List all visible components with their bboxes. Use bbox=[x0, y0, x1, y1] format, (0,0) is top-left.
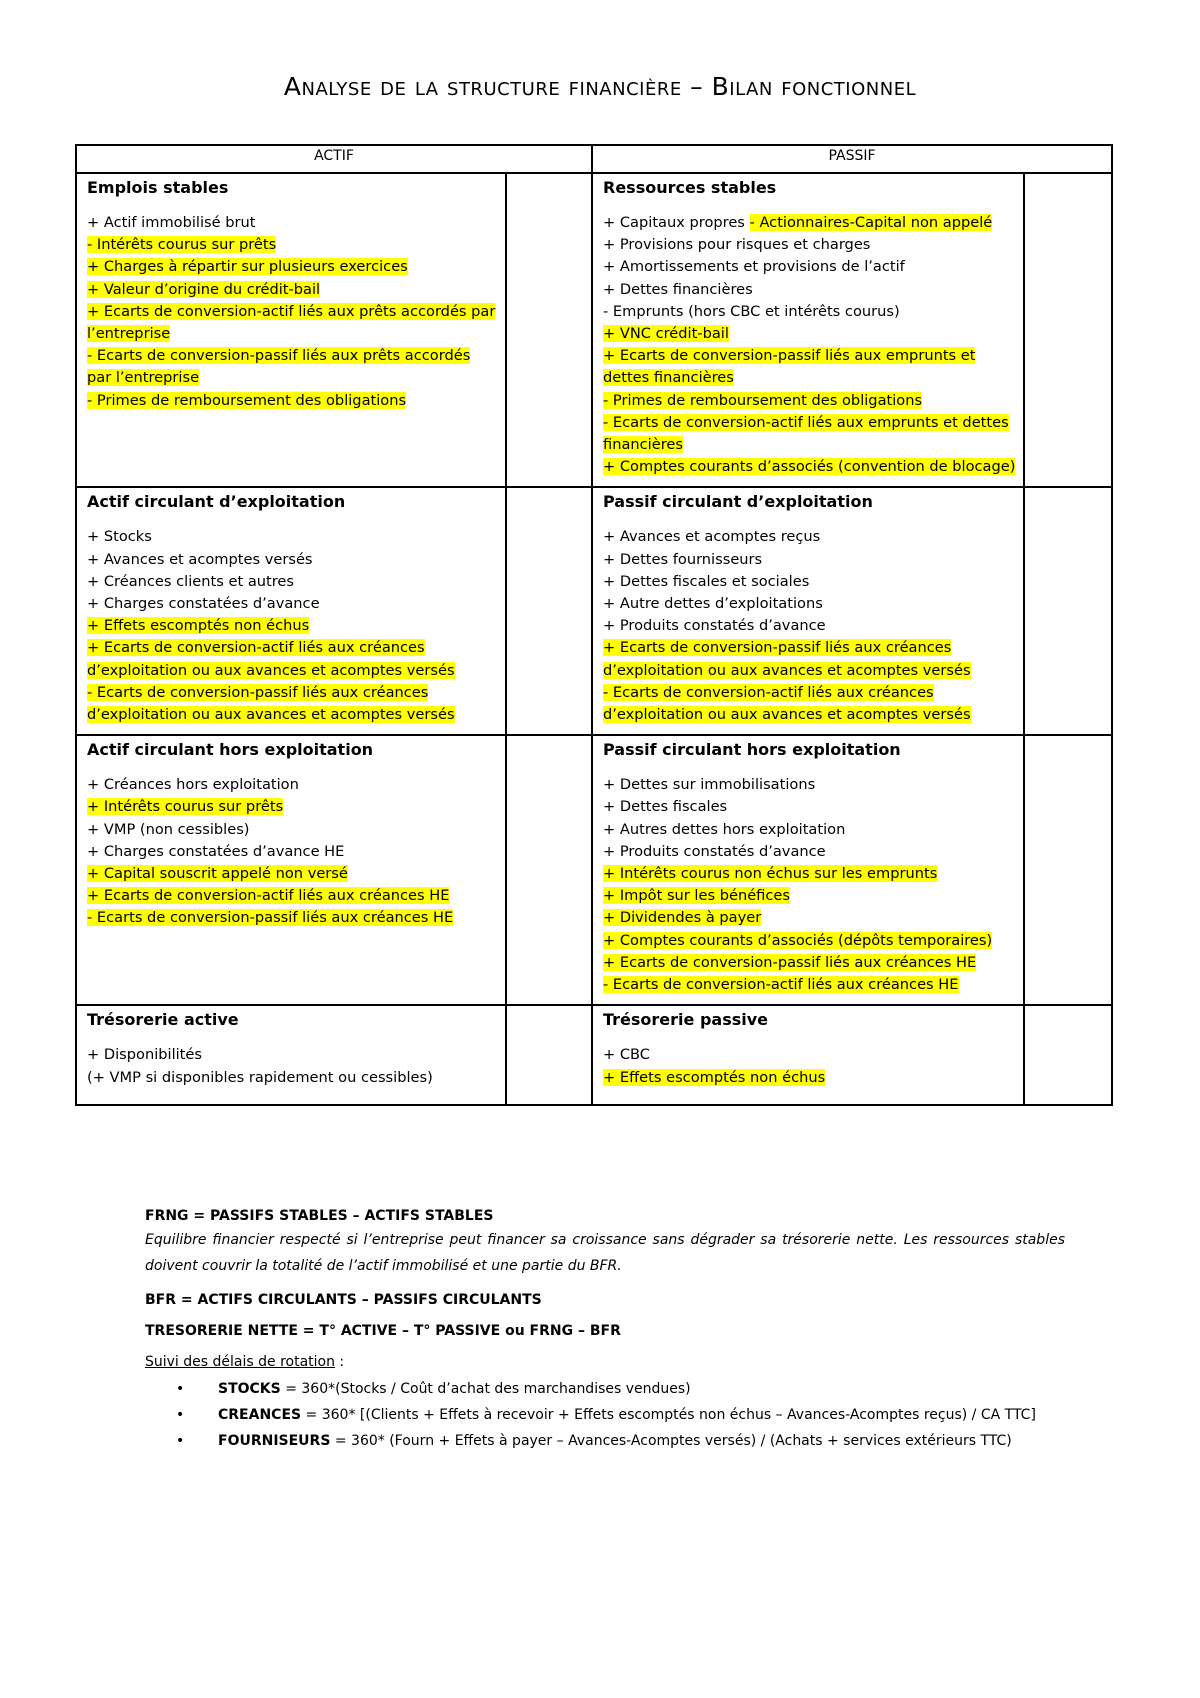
actif-line bbox=[87, 863, 495, 885]
actif-cell bbox=[76, 735, 506, 1005]
actif-line-text: + Intérêts courus sur prêts bbox=[87, 798, 284, 816]
rotation-item bbox=[218, 1376, 1065, 1402]
passif-line-text: + Avances et acomptes reçus bbox=[603, 528, 821, 546]
passif-line-text: + Comptes courants d’associés (dépôts temporaires) bbox=[603, 931, 993, 949]
passif-line bbox=[603, 682, 1013, 704]
actif-line bbox=[87, 345, 495, 367]
passif-line bbox=[603, 301, 1013, 323]
actif-line-text: d’exploitation ou aux avances et acomptes versés bbox=[87, 706, 455, 724]
actif-line-text: - Intérêts courus sur prêts bbox=[87, 236, 277, 254]
rotation-formula: = 360* (Fourn + Effets à payer – Avances-Acomptes versés) / (Achats + services extérieurs TTC) bbox=[330, 1433, 1012, 1449]
passif-line bbox=[603, 819, 1013, 841]
passif-line bbox=[603, 1067, 1013, 1089]
actif-line-text: + Ecarts de conversion-actif liés aux créances bbox=[87, 639, 425, 657]
passif-amount-cell bbox=[1024, 735, 1112, 1005]
rotation-item bbox=[218, 1428, 1065, 1454]
passif-line bbox=[603, 279, 1013, 301]
passif-line-text: + Dettes fournisseurs bbox=[603, 550, 763, 568]
passif-line-text: + Produits constatés d’avance bbox=[603, 617, 826, 635]
rotation-key: FOURNISEURS bbox=[218, 1433, 331, 1449]
passif-line-text: d’exploitation ou aux avances et acomptes versés bbox=[603, 706, 971, 724]
passif-line-text: + Comptes courants d’associés (convention de blocage) bbox=[603, 458, 1016, 476]
passif-line bbox=[603, 345, 1013, 367]
actif-line bbox=[87, 234, 495, 256]
passif-line-text: + Amortissements et provisions de l’actif bbox=[603, 258, 905, 276]
actif-line bbox=[87, 279, 495, 301]
passif-cell bbox=[592, 735, 1024, 1005]
frng-explanation: Equilibre financier respecté si l’entreprise peut financer sa croissance sans dégrader sa trésorerie nette. Les ressources stables doivent couvrir la totalité de l’actif immobilisé et une partie du BFR. bbox=[145, 1232, 1065, 1274]
bilan-row bbox=[76, 1005, 1112, 1105]
actif-line-text: + Valeur d’origine du crédit-bail bbox=[87, 280, 321, 298]
actif-line-text: + Charges constatées d’avance bbox=[87, 595, 320, 613]
actif-header: ACTIF bbox=[76, 145, 592, 173]
passif-line bbox=[603, 234, 1013, 256]
passif-cell bbox=[592, 1005, 1024, 1105]
passif-line-text: - Emprunts (hors CBC et intérêts courus) bbox=[603, 302, 900, 320]
bilan-row bbox=[76, 735, 1112, 1005]
actif-section-title: Trésorerie active bbox=[87, 1010, 239, 1030]
actif-line-text: + Actif immobilisé brut bbox=[87, 214, 256, 231]
page-title: Analyse de la structure financière – Bilan fonctionnel bbox=[283, 72, 917, 101]
passif-line-text: + Autre dettes d’exploitations bbox=[603, 595, 823, 613]
passif-line bbox=[603, 952, 1013, 974]
rotation-formula: = 360* [(Clients + Effets à recevoir + Effets escomptés non échus – Avances-Acomptes reçus) / CA TTC] bbox=[301, 1407, 1036, 1423]
passif-line-text: + Ecarts de conversion-passif liés aux créances HE bbox=[603, 953, 977, 971]
passif-line-text: + CBC bbox=[603, 1046, 651, 1064]
rotation-item bbox=[218, 1402, 1065, 1428]
passif-line bbox=[603, 412, 1013, 434]
actif-section-title: Actif circulant d’exploitation bbox=[87, 492, 346, 512]
actif-section-title: Actif circulant hors exploitation bbox=[87, 740, 374, 760]
passif-line bbox=[603, 863, 1013, 885]
passif-line-text: + Effets escomptés non échus bbox=[603, 1068, 826, 1086]
actif-line bbox=[87, 682, 495, 704]
actif-line-text: l’entreprise bbox=[87, 325, 171, 343]
passif-amount-cell bbox=[1024, 487, 1112, 735]
passif-line-text: + Impôt sur les bénéfices bbox=[603, 887, 790, 905]
passif-line bbox=[603, 637, 1013, 659]
notes-section bbox=[145, 1208, 1065, 1454]
actif-line bbox=[87, 367, 495, 389]
actif-line-text: - Ecarts de conversion-passif liés aux prêts accordés bbox=[87, 347, 471, 365]
rotation-formula: = 360*(Stocks / Coût d’achat des marchandises vendues) bbox=[280, 1381, 691, 1397]
passif-line-text: + Autres dettes hors exploitation bbox=[603, 820, 846, 838]
actif-cell bbox=[76, 1005, 506, 1105]
suivi-label: Suivi des délais de rotation bbox=[145, 1354, 335, 1370]
actif-line bbox=[87, 637, 495, 659]
actif-amount-cell bbox=[506, 487, 592, 735]
passif-line bbox=[603, 456, 1016, 478]
frng-formula: FRNG = PASSIFS STABLES – ACTIFS STABLES bbox=[145, 1208, 494, 1224]
tresorerie-nette-formula: TRESORERIE NETTE = T° ACTIVE – T° PASSIVE ou FRNG – BFR bbox=[145, 1323, 621, 1339]
passif-line-text: + Dettes sur immobilisations bbox=[603, 776, 816, 794]
passif-line-text: + VNC crédit-bail bbox=[603, 325, 729, 343]
passif-line-text: d’exploitation ou aux avances et acomptes versés bbox=[603, 661, 971, 679]
passif-line bbox=[603, 212, 1013, 234]
passif-line bbox=[603, 841, 1013, 863]
passif-section-title: Trésorerie passive bbox=[603, 1010, 769, 1030]
passif-line-text: + Intérêts courus non échus sur les emprunts bbox=[603, 865, 938, 883]
actif-line bbox=[87, 256, 495, 278]
actif-line-text: + Charges à répartir sur plusieurs exercices bbox=[87, 258, 408, 276]
actif-line bbox=[87, 660, 495, 682]
actif-cell bbox=[76, 487, 506, 735]
passif-line-text: + Dettes fiscales et sociales bbox=[603, 572, 810, 590]
actif-line bbox=[87, 841, 495, 863]
passif-line bbox=[603, 390, 1013, 412]
bilan-row bbox=[76, 173, 1112, 487]
passif-line-text: + Dividendes à payer bbox=[603, 909, 762, 927]
passif-line bbox=[603, 660, 1013, 682]
passif-amount-cell bbox=[1024, 1005, 1112, 1105]
actif-line bbox=[87, 774, 495, 796]
passif-line bbox=[603, 256, 1013, 278]
actif-line bbox=[87, 323, 495, 345]
passif-line-text: - Ecarts de conversion-actif liés aux créances bbox=[603, 683, 934, 701]
passif-section-title: Ressources stables bbox=[603, 178, 777, 197]
actif-line-text: - Ecarts de conversion-passif liés aux créances bbox=[87, 683, 429, 701]
passif-line bbox=[603, 796, 1013, 818]
passif-line bbox=[603, 615, 1013, 637]
bilan-row bbox=[76, 487, 1112, 735]
rotation-key: STOCKS bbox=[218, 1381, 281, 1397]
passif-line-text: - Primes de remboursement des obligations bbox=[603, 391, 923, 409]
passif-line-text: financières bbox=[603, 436, 683, 454]
actif-line bbox=[87, 796, 495, 818]
passif-line bbox=[603, 885, 1013, 907]
passif-line-text: + Produits constatés d’avance bbox=[603, 842, 826, 860]
actif-line bbox=[87, 1044, 495, 1066]
rotation-key: CREANCES bbox=[218, 1407, 302, 1423]
passif-line-text: + Dettes fiscales bbox=[603, 798, 728, 816]
passif-line bbox=[603, 1044, 1013, 1066]
suivi-heading bbox=[145, 1354, 1065, 1370]
passif-line-part: + Capitaux propres bbox=[603, 214, 750, 231]
actif-line bbox=[87, 885, 495, 907]
actif-line bbox=[87, 212, 495, 234]
passif-line-text: + Ecarts de conversion-passif liés aux créances bbox=[603, 639, 952, 657]
actif-line-text: - Primes de remboursement des obligations bbox=[87, 391, 407, 409]
actif-line bbox=[87, 301, 495, 323]
actif-line-text: + Effets escomptés non échus bbox=[87, 617, 310, 635]
passif-line bbox=[603, 774, 1013, 796]
rotation-list bbox=[145, 1376, 1065, 1454]
passif-line-text: + Ecarts de conversion-passif liés aux emprunts et bbox=[603, 347, 976, 365]
passif-line-part: - Actionnaires-Capital non appelé bbox=[749, 214, 993, 231]
actif-line-text: + Créances clients et autres bbox=[87, 572, 294, 590]
passif-line-text: - Ecarts de conversion-actif liés aux créances HE bbox=[603, 976, 959, 994]
passif-header: PASSIF bbox=[592, 145, 1112, 173]
passif-line bbox=[603, 930, 1013, 952]
actif-line-text: + VMP (non cessibles) bbox=[87, 820, 250, 838]
actif-line-text: + Ecarts de conversion-actif liés aux créances HE bbox=[87, 887, 450, 905]
actif-line-text: + Capital souscrit appelé non versé bbox=[87, 865, 348, 883]
passif-line bbox=[603, 974, 1013, 996]
passif-line bbox=[603, 907, 1013, 929]
passif-line-text: - Ecarts de conversion-actif liés aux emprunts et dettes bbox=[603, 413, 1009, 431]
actif-section-title: Emplois stables bbox=[87, 178, 229, 197]
actif-line-text: (+ VMP si disponibles rapidement ou cessibles) bbox=[87, 1068, 433, 1086]
actif-line-text: + Stocks bbox=[87, 528, 152, 546]
passif-line bbox=[603, 593, 1013, 615]
passif-section-title: Passif circulant hors exploitation bbox=[603, 740, 901, 760]
passif-line-text: dettes financières bbox=[603, 369, 734, 387]
actif-line bbox=[87, 571, 495, 593]
actif-line bbox=[87, 593, 495, 615]
actif-line-text: + Créances hors exploitation bbox=[87, 776, 299, 794]
passif-line bbox=[603, 704, 1013, 726]
actif-amount-cell bbox=[506, 1005, 592, 1105]
passif-line bbox=[603, 367, 1013, 389]
actif-cell bbox=[76, 173, 506, 487]
passif-line bbox=[603, 434, 1013, 456]
actif-line-text: + Charges constatées d’avance HE bbox=[87, 842, 345, 860]
passif-amount-cell bbox=[1024, 173, 1112, 487]
passif-cell bbox=[592, 173, 1024, 487]
actif-line bbox=[87, 390, 495, 412]
actif-line bbox=[87, 1067, 495, 1089]
actif-line bbox=[87, 615, 495, 637]
passif-line bbox=[603, 323, 1013, 345]
passif-line-text: + Provisions pour risques et charges bbox=[603, 236, 871, 254]
actif-amount-cell bbox=[506, 735, 592, 1005]
passif-line-text: + Dettes financières bbox=[603, 280, 753, 298]
bilan-body bbox=[76, 173, 1112, 1105]
passif-line bbox=[603, 526, 1013, 548]
actif-line-text: + Avances et acomptes versés bbox=[87, 550, 313, 568]
actif-line bbox=[87, 549, 495, 571]
actif-line-text: par l’entreprise bbox=[87, 369, 200, 387]
passif-section-title: Passif circulant d’exploitation bbox=[603, 492, 873, 512]
passif-line bbox=[603, 549, 1013, 571]
actif-line-text: + Ecarts de conversion-actif liés aux prêts accordés par bbox=[87, 302, 496, 320]
actif-line-text: d’exploitation ou aux avances et acomptes versés bbox=[87, 661, 455, 679]
passif-line bbox=[603, 571, 1013, 593]
bfr-formula: BFR = ACTIFS CIRCULANTS – PASSIFS CIRCULANTS bbox=[145, 1292, 542, 1308]
actif-line-text: + Disponibilités bbox=[87, 1046, 202, 1064]
actif-amount-cell bbox=[506, 173, 592, 487]
bilan-table bbox=[75, 144, 1113, 1106]
actif-line bbox=[87, 907, 495, 929]
actif-line bbox=[87, 526, 495, 548]
actif-line bbox=[87, 819, 495, 841]
passif-cell bbox=[592, 487, 1024, 735]
suivi-colon: : bbox=[334, 1354, 345, 1370]
actif-line-text: - Ecarts de conversion-passif liés aux créances HE bbox=[87, 909, 454, 927]
actif-line bbox=[87, 704, 495, 726]
